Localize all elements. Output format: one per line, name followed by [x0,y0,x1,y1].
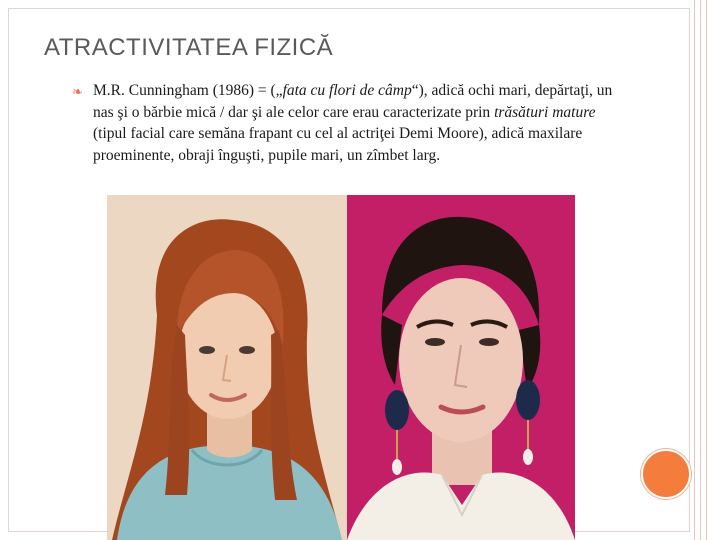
leaf-bullet-icon: ❧ [72,84,83,99]
decorative-line [706,0,707,540]
photos-container [107,195,575,540]
italic-phrase: trăsături mature [494,103,596,121]
young-woman-red-hair-photo [107,195,347,540]
italic-phrase: fata cu flori de câmp [282,82,412,99]
slide-title: ATRACTIVITATEA FIZICĂ [44,34,334,61]
decorative-orange-circle [641,449,691,499]
mature-woman-dark-hair-photo [347,195,575,540]
decorative-side-strip [690,0,720,540]
decorative-line [700,0,701,540]
text-part: M.R. Cunningham (1986) = („ [93,82,283,99]
text-part: (tipul facial care semăna frapant cu cel al actriţei Demi Moore), adică maxilare proeminente, obraji înguşti, pupile mari, un zîmbet larg. [93,125,583,164]
text-part: “), adică ochi mari, depărtaţi, un nas şi o bărbie mică / dar şi ale celor care erau caracterizate prin [93,82,613,121]
decorative-line [694,0,695,540]
bullet-paragraph [93,80,623,166]
